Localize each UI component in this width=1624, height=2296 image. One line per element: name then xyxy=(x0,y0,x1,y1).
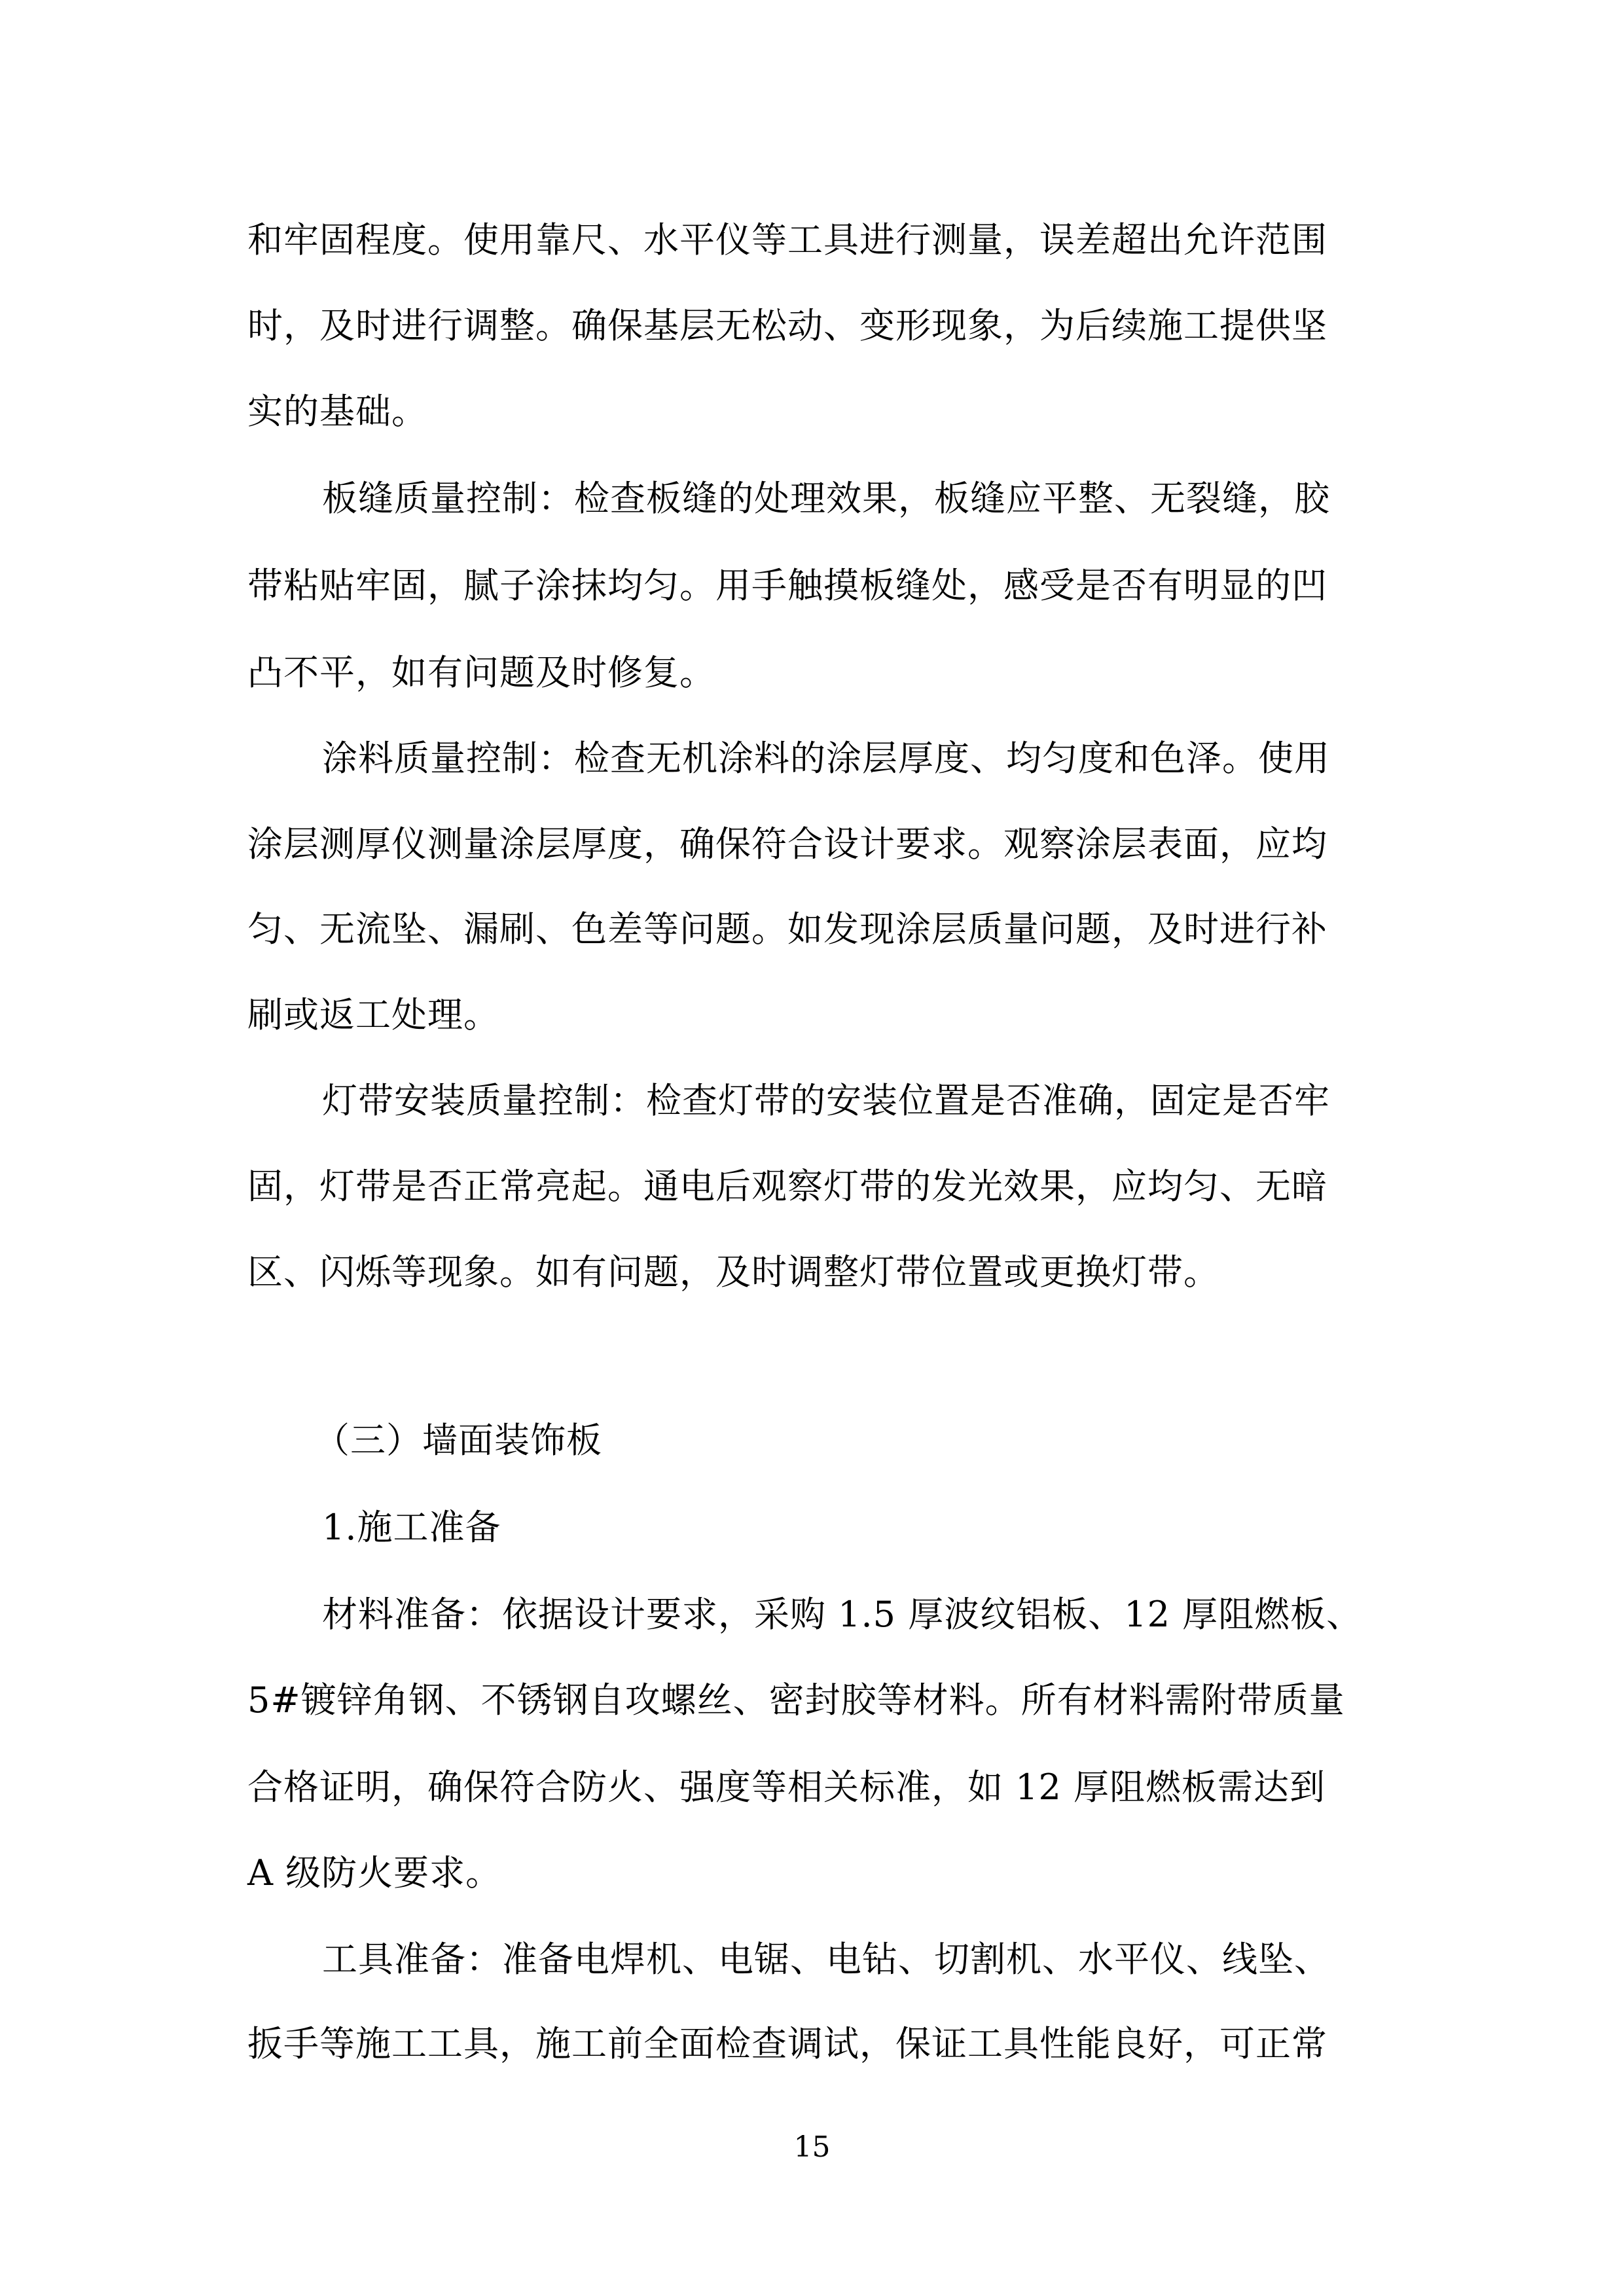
subsection-heading: 1.施工准备 xyxy=(322,1507,501,1548)
paragraph-line: 实的基础。 xyxy=(247,391,427,432)
paragraph-line: 固，灯带是否正常亮起。通电后观察灯带的发光效果，应均匀、无暗 xyxy=(247,1166,1327,1207)
paragraph-line-coating-quality: 涂料质量控制：检查无机涂料的涂层厚度、均匀度和色泽。使用 xyxy=(322,738,1330,779)
paragraph-line: 匀、无流坠、漏刷、色差等问题。如发现涂层质量问题，及时进行补 xyxy=(247,908,1327,950)
section-heading: （三）墙面装饰板 xyxy=(314,1420,602,1461)
paragraph-line-tool-prep: 工具准备：准备电焊机、电锯、电钻、切割机、水平仪、线坠、 xyxy=(322,1939,1330,1980)
paragraph-line: 5#镀锌角钢、不锈钢自攻螺丝、密封胶等材料。所有材料需附带质量 xyxy=(247,1679,1345,1721)
paragraph-line: A 级防火要求。 xyxy=(247,1852,502,1893)
paragraph-line: 合格证明，确保符合防火、强度等相关标准，如 12 厚阻燃板需达到 xyxy=(247,1767,1326,1808)
paragraph-line: 和牢固程度。使用靠尺、水平仪等工具进行测量，误差超出允许范围 xyxy=(247,219,1327,260)
paragraph-line: 涂层测厚仪测量涂层厚度，确保符合设计要求。观察涂层表面，应均 xyxy=(247,823,1327,865)
paragraph-line-material-prep: 材料准备：依据设计要求，采购 1.5 厚波纹铝板、12 厚阻燃板、 xyxy=(322,1594,1363,1635)
paragraph-line: 区、闪烁等现象。如有问题，及时调整灯带位置或更换灯带。 xyxy=(247,1251,1219,1293)
paragraph-line-seam-quality: 板缝质量控制：检查板缝的处理效果，板缝应平整、无裂缝，胶 xyxy=(322,478,1330,519)
paragraph-line: 凸不平，如有问题及时修复。 xyxy=(247,652,715,693)
paragraph-line: 扳手等施工工具，施工前全面检查调试，保证工具性能良好，可正常 xyxy=(247,2023,1327,2064)
paragraph-line: 刷或返工处理。 xyxy=(247,994,499,1035)
paragraph-line: 时，及时进行调整。确保基层无松动、变形现象，为后续施工提供坚 xyxy=(247,305,1327,346)
page-number: 15 xyxy=(793,2130,831,2164)
paragraph-line: 带粘贴牢固，腻子涂抹均匀。用手触摸板缝处，感受是否有明显的凹 xyxy=(247,565,1327,606)
paragraph-line-lightstrip-quality: 灯带安装质量控制：检查灯带的安装位置是否准确，固定是否牢 xyxy=(322,1080,1330,1121)
